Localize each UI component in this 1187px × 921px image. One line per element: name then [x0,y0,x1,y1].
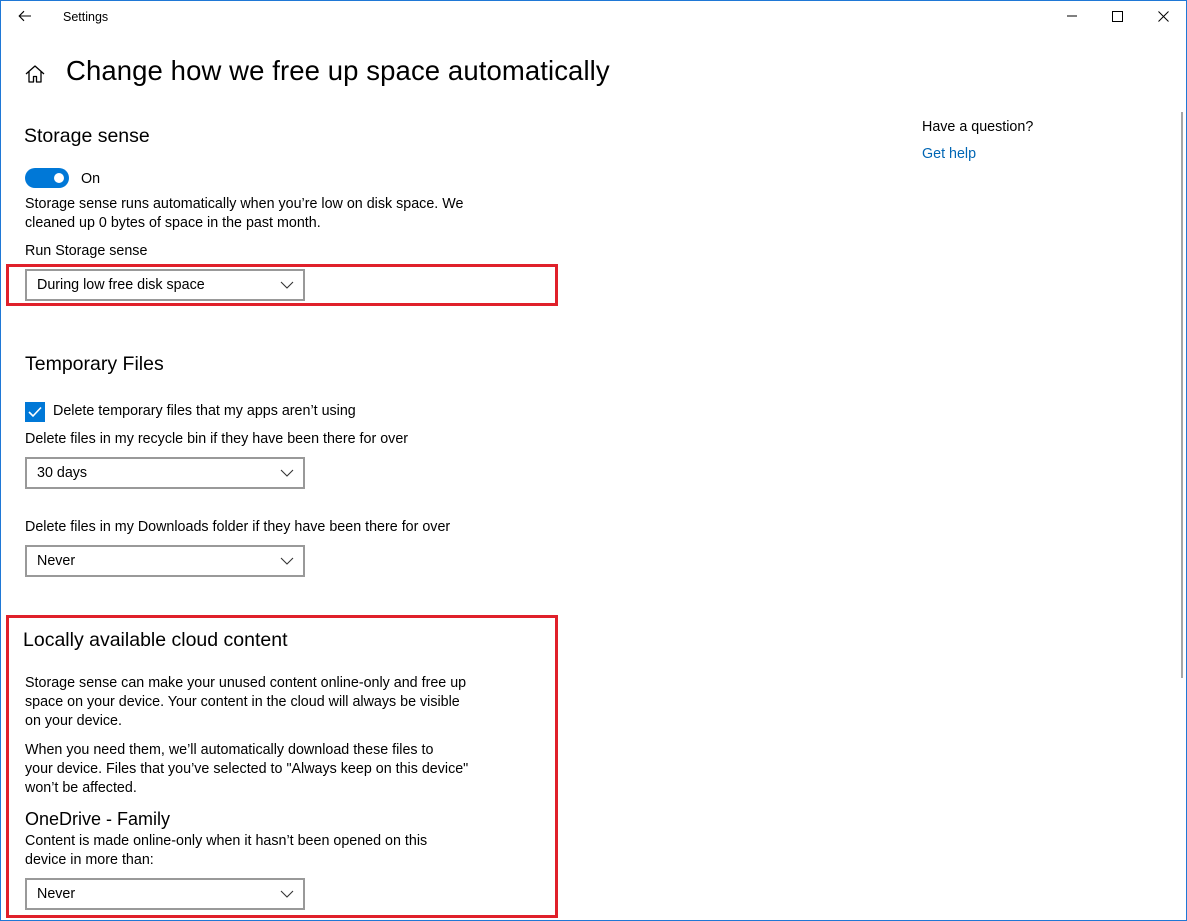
run-storage-sense-dropdown[interactable] [25,269,305,301]
paragraph-line: When you need them, we’ll automatically download these files to [25,742,434,758]
paragraph-line: your device. Files that you’ve selected to "Always keep on this device" [25,761,469,777]
recycle-bin-dropdown[interactable] [25,457,305,489]
have-a-question-label: Have a question? [922,119,1034,135]
storage-sense-toggle[interactable] [25,168,69,188]
title-bar [0,0,1187,34]
dropdown-value: Never [37,553,76,569]
toggle-state-label: On [81,171,101,187]
dropdown-value: Never [37,886,76,902]
back-button[interactable] [10,4,40,28]
paragraph-line: won’t be affected. [25,780,137,796]
downloads-dropdown[interactable] [25,545,305,577]
close-button[interactable] [1140,0,1186,32]
delete-temp-files-checkbox[interactable] [25,402,45,422]
description-line: cleaned up 0 bytes of space in the past month. [25,215,321,231]
description-line: device in more than: [25,852,154,868]
close-icon [1158,11,1169,22]
get-help-link[interactable]: Get help [922,146,977,162]
downloads-label: Delete files in my Downloads folder if they have been there for over [25,519,451,535]
chevron-down-icon [280,280,294,290]
page-title: Change how we free up space automatically [66,55,610,86]
dropdown-value: During low free disk space [37,277,205,293]
storage-sense-description [25,195,463,233]
storage-sense-heading: Storage sense [24,125,150,147]
run-storage-sense-label: Run Storage sense [25,243,148,259]
scrollbar[interactable] [1181,112,1183,678]
cloud-content-paragraph-1 [25,674,466,731]
minimize-button[interactable] [1049,0,1095,32]
minimize-icon [1067,11,1077,21]
paragraph-line: Storage sense can make your unused content online-only and free up [25,675,467,691]
app-title: Settings [63,10,109,24]
description-line: Storage sense runs automatically when you’re low on disk space. We [25,196,464,212]
toggle-knob [54,173,64,183]
home-button[interactable] [24,63,46,85]
delete-temp-files-label: Delete temporary files that my apps aren’t using [53,403,356,419]
temporary-files-heading: Temporary Files [25,353,164,375]
chevron-down-icon [280,468,294,478]
maximize-icon [1112,11,1123,22]
checkmark-icon [28,406,42,418]
description-line: Content is made online-only when it hasn’t been opened on this [25,833,428,849]
paragraph-line: on your device. [25,713,122,729]
paragraph-line: space on your device. Your content in the cloud will always be visible [25,694,460,710]
cloud-content-paragraph-2 [25,741,468,798]
chevron-down-icon [280,556,294,566]
cloud-content-heading: Locally available cloud content [23,629,288,651]
back-arrow-icon [18,10,32,22]
onedrive-title: OneDrive - Family [25,809,171,829]
dropdown-value: 30 days [37,465,88,481]
recycle-bin-label: Delete files in my recycle bin if they have been there for over [25,431,409,447]
maximize-button[interactable] [1094,0,1140,32]
onedrive-description [25,832,427,870]
home-icon [24,63,46,85]
onedrive-dropdown[interactable] [25,878,305,910]
chevron-down-icon [280,889,294,899]
